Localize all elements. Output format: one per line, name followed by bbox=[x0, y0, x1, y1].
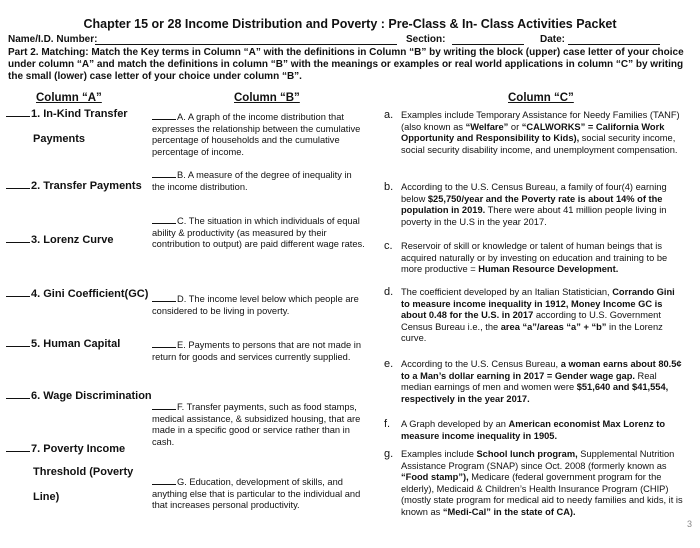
section-field-line bbox=[452, 44, 524, 45]
example-a: a. Examples include Temporary Assistance for Needy Families (TANF) (also known as “Welfare” or “CALWORKS” = California Work Opportunity and Responsibility to Kids), social security income, social security disability income, and unemployment compensation. bbox=[384, 109, 680, 155]
definition-c: C. The situation in which individuals of equal ability & productivity (as measured by their contribution to output) are paid different wage rates. bbox=[152, 216, 365, 250]
example-letter: g. bbox=[384, 448, 394, 460]
answer-blank[interactable] bbox=[152, 475, 176, 485]
example-f: f. A Graph developed by an American economist Max Lorenz to measure income inequality in 1905. bbox=[384, 418, 666, 441]
term-label: Human Capital bbox=[43, 338, 121, 350]
example-letter: e. bbox=[384, 358, 394, 370]
instructions: Part 2. Matching: Match the Key terms in Column “A” with the definitions in Column “B” by writing the block (upper) case letter of your choice under column “A” and match the definitions in column “B” with the meanings or examples or real world applications in column “C” by writing the small (lower) case letter of your choice under column “B”. bbox=[8, 47, 684, 83]
term-label: In-Kind Transfer bbox=[43, 108, 128, 120]
definition-text: Payments to persons that are not made in return for goods and services currently supplied. bbox=[152, 340, 361, 362]
name-field-line bbox=[95, 44, 397, 45]
definition-e: E. Payments to persons that are not made in return for goods and services currently supplied. bbox=[152, 340, 361, 362]
term-5: 5. Human Capital bbox=[6, 334, 120, 354]
term-7-line-3: Line) bbox=[33, 491, 60, 503]
answer-blank[interactable] bbox=[152, 110, 176, 120]
section-label: Section: bbox=[406, 34, 446, 45]
example-letter: a. bbox=[384, 109, 394, 121]
term-1-line-2: Payments bbox=[33, 133, 85, 145]
definition-text: Education, development of skills, and anything else that is particular to the individual and that increases personal productivity. bbox=[152, 477, 361, 511]
definition-text: A graph of the income distribution that expresses the relationship between the cumulative percentage of households and the cumulative percentage of income. bbox=[152, 112, 361, 157]
definition-text: The situation in which individuals of equal ability & productivity (as measured by their contribution to output) are paid different wage rates. bbox=[152, 216, 365, 250]
example-d: d. The coefficient developed by an Italian Statistician, Corrando Gini to measure income inequality in 1912, Money Income GC is about 0.48 for the U.S. in 2017 according to U.S. Government Census Bureau i.e., the area “a”/areas “a” + “b” in the Lorenz curve. bbox=[384, 286, 675, 343]
answer-blank[interactable] bbox=[152, 214, 176, 224]
answer-blank[interactable] bbox=[6, 179, 30, 189]
answer-blank[interactable] bbox=[152, 292, 176, 302]
term-4: 4. Gini Coefficient(GC) bbox=[6, 284, 148, 304]
answer-blank[interactable] bbox=[6, 287, 30, 297]
term-1: 1. In-Kind Transfer bbox=[6, 104, 128, 124]
term-6: 6. Wage Discrimination bbox=[6, 386, 152, 406]
answer-blank[interactable] bbox=[152, 338, 176, 348]
definition-text: The income level below which people are considered to be living in poverty. bbox=[152, 294, 359, 316]
term-label: Poverty Income bbox=[43, 443, 126, 455]
example-letter: b. bbox=[384, 181, 394, 193]
answer-blank[interactable] bbox=[152, 168, 176, 178]
definition-text: A measure of the degree of inequality in the income distribution. bbox=[152, 170, 352, 192]
page-number: 3 bbox=[687, 519, 693, 529]
answer-blank[interactable] bbox=[6, 107, 30, 117]
answer-blank[interactable] bbox=[152, 400, 176, 410]
answer-blank[interactable] bbox=[6, 233, 30, 243]
example-letter: f. bbox=[384, 418, 391, 430]
definition-g: G. Education, development of skills, and anything else that is particular to the individual and that increases personal productivity. bbox=[152, 477, 361, 511]
definition-d: D. The income level below which people are considered to be living in poverty. bbox=[152, 294, 359, 316]
term-label: Transfer Payments bbox=[43, 180, 142, 192]
term-2: 2. Transfer Payments bbox=[6, 176, 142, 196]
column-c-heading: Column “C” bbox=[508, 92, 574, 104]
example-letter: c. bbox=[384, 240, 393, 252]
definition-f: F. Transfer payments, such as food stamps, medical assistance, & subsidized housing, that are made in a specific good or service rather than in cash. bbox=[152, 402, 361, 447]
definition-b: B. A measure of the degree of inequality in the income distribution. bbox=[152, 170, 352, 192]
definition-a: A. A graph of the income distribution that expresses the relationship between the cumulative percentage of households and the cumulative percentage of income. bbox=[152, 112, 361, 157]
term-7: 7. Poverty Income bbox=[6, 439, 125, 459]
column-b-heading: Column “B” bbox=[234, 92, 300, 104]
example-g: g. Examples include School lunch program, Supplemental Nutrition Assistance Program (SNAP) since Oct. 2008 (formerly known as “Food stamp”), Medicare (federal government program for the elderly), Medicaid & Children’s Health Insurance Program (CHIP) (mostly state program for medical aid to needy families and kids, it is known as “Medi-Cal” in the state of CA). bbox=[384, 448, 683, 517]
column-a-heading: Column “A” bbox=[36, 92, 102, 104]
definition-text: Transfer payments, such as food stamps, medical assistance, & subsidized housing, that are made in a specific good or service rather than in cash. bbox=[152, 402, 361, 447]
term-label: Gini Coefficient(GC) bbox=[43, 288, 149, 300]
example-b: b. According to the U.S. Census Bureau, a family of four(4) earning below $25,750/year and the Poverty rate is about 14% of the population in 2019. There were about 41 million people living in poverty in the U.S in the year 2017. bbox=[384, 181, 667, 227]
answer-blank[interactable] bbox=[6, 389, 30, 399]
example-letter: d. bbox=[384, 286, 394, 298]
answer-blank[interactable] bbox=[6, 442, 30, 452]
name-label: Name/I.D. Number: bbox=[8, 34, 98, 45]
term-3: 3. Lorenz Curve bbox=[6, 230, 114, 250]
answer-blank[interactable] bbox=[6, 337, 30, 347]
example-e: e. According to the U.S. Census Bureau, a woman earns about 80.5¢ to a Man’s dollar earning in 2017 = Gender wage gap. Real median earnings of men and women were $51,640 and $41,554, respectively in the year 2017. bbox=[384, 358, 682, 404]
page-title: Chapter 15 or 28 Income Distribution and Poverty : Pre-Class & In- Class Activities Packet bbox=[83, 17, 617, 31]
term-label: Wage Discrimination bbox=[43, 390, 152, 402]
example-c: c. Reservoir of skill or knowledge or talent of human beings that is acquired naturally or by investing on education and training to be more productive = Human Resource Development. bbox=[384, 240, 668, 274]
date-field-line bbox=[568, 44, 660, 45]
term-label: Lorenz Curve bbox=[43, 234, 114, 246]
date-label: Date: bbox=[540, 34, 566, 45]
term-7-line-2: Threshold (Poverty bbox=[33, 466, 134, 478]
